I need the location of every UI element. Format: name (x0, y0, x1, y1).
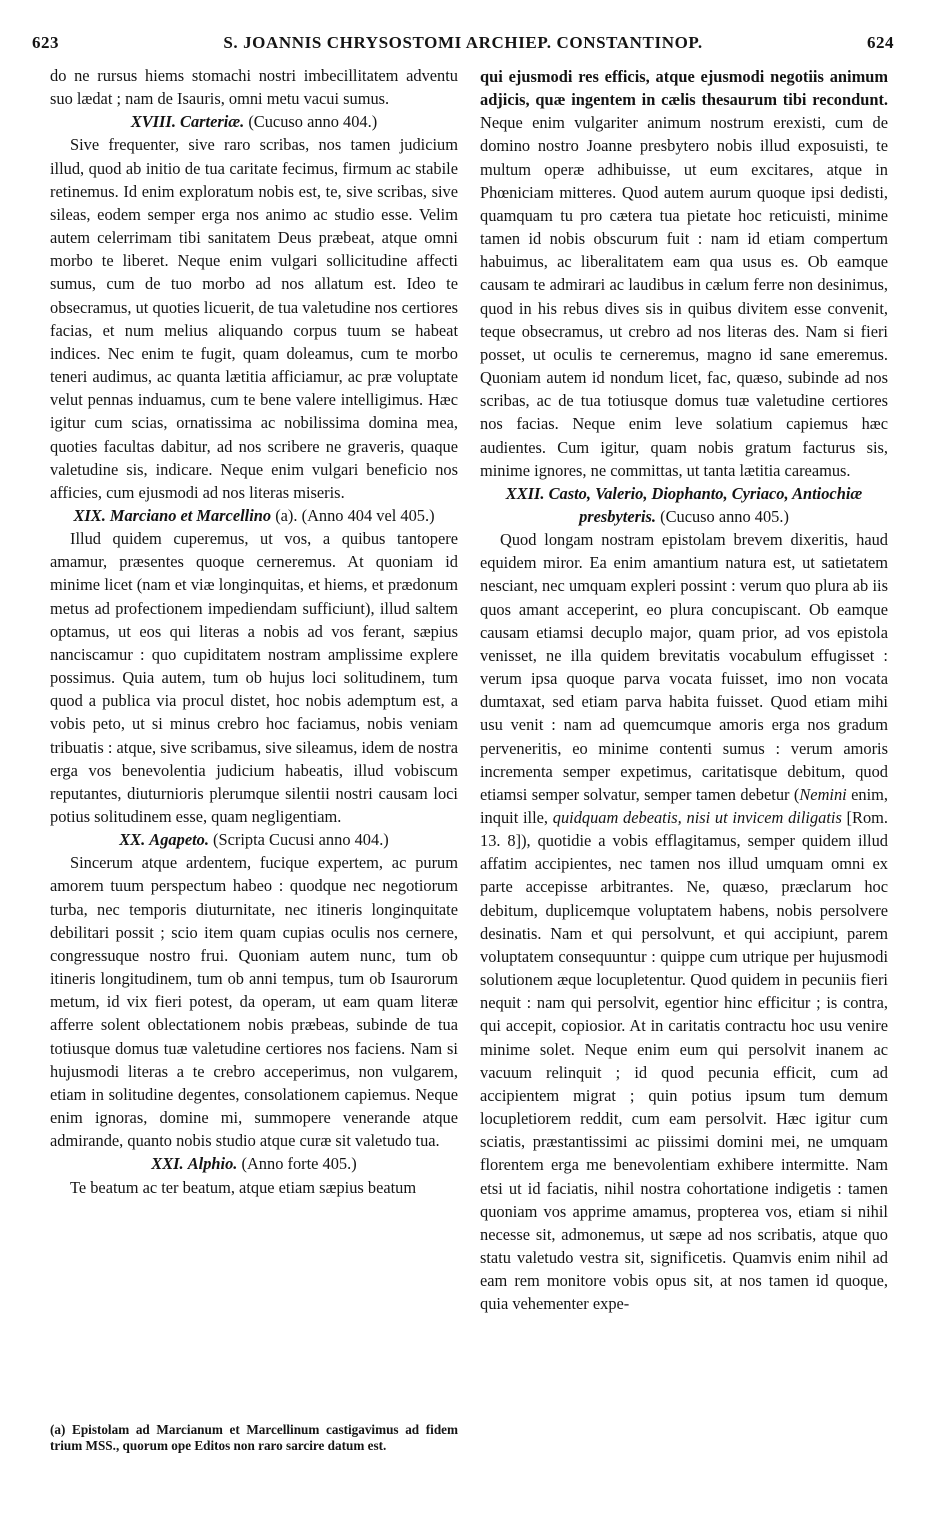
page-number-right: 624 (867, 33, 894, 52)
epistle-date-note: (Anno 404 vel 405.) (301, 505, 435, 525)
epistle-body-19: Illud quidem cuperemus, ut vos, a quibus tantopere amamur, præsentes quoque cerneremus. At quoniam id minime licet (nam et viæ longinquitas, et hiems, et prædonum metus ad profectionem impediendam sufficiunt), illud saltem optamus, ut eos qui literas a nobis ad vos ferant, sæpius nanciscamur : quo cupiditatem nostram amplissime explere possimus. Quia autem, tum ob hujus loci solitudinem, tum quod a publica via procul distet, hoc nobis ademptum est, a vobis peto, ut si minus crebro hoc faciamus, nobis veniam tribuatis : atque, sive scribamus, sive sileamus, idem de nostra erga vos benevolentia judicium habeatis, illud vobiscum reputantes, diuturnioris plerumque silentii nostri causam loci potius solitudinem esse, quam negligentiam. (50, 529, 458, 826)
epistle-heading-22 (480, 482, 888, 528)
running-header (32, 33, 894, 59)
epistle-heading-18 (50, 110, 458, 133)
epistle-heading-20 (50, 828, 458, 851)
scripture-reference: [Rom. 13. 8] (480, 808, 888, 851)
scripture-quote: quidquam debeatis, nisi ut invicem diligatis (552, 808, 842, 827)
epistle-recipient: Agapeto. (149, 830, 209, 850)
page-number-left: 623 (32, 33, 59, 52)
footnote-reference: (a). (275, 505, 298, 525)
left-column (50, 64, 458, 1199)
running-title: S. JOANNIS CHRYSOSTOMI ARCHIEP. CONSTANTINOP. (223, 33, 703, 52)
body-text: enim, inquit ille, (480, 784, 888, 827)
body-text: Quod longam nostram epistolam brevem dixeritis, haud equidem miror. Ea enim amantium natura est, ut satietatem nesciant, nec umquam expleri possint : verum quo plura ab iis quos amant acceperint, eo plura concupiscant. Ob eamque causam etiamsi decuplo major, quam prior, ad vos epistola venisset, ne illa quidem brevitatis vocabulum effugisset : verum ipsa quoque parva vocata fuisset, imo non vocata dumtaxat, sed etiam parva habita fuisset. Quod etiam mihi usu venit : nam ad quemcumque amoris erga nos gradum perveneritis, eo minime contenti sumus : verum amoris incrementa semper expetimus, caritatisque debitum, quod etiamsi semper solvatur, semper tamen debetur ( (480, 530, 888, 804)
epistle-number: XXI. (151, 1154, 184, 1174)
epistle-number: XVIII. (130, 112, 176, 132)
scripture-quote: Nemini (799, 784, 847, 804)
footnote-text: (a) Epistolam ad Marcianum et Marcellinum castigavimus ad fidem trium MSS., quorum ope Editos non raro sarcire datum est. (50, 1422, 458, 1453)
epistle-date-note: (Scripta Cucusi anno 404.) (213, 830, 389, 850)
epistle-date-note: (Cucuso anno 404.) (248, 112, 378, 132)
epistle-recipient: Carteriæ. (180, 112, 245, 132)
epistle-recipient: Casto, Valerio, Diophanto, Cyriaco, Antiochiæ presbyteris. (548, 483, 863, 526)
epistle-heading-21 (50, 1152, 458, 1175)
epistle-recipient: Alphio. (187, 1154, 238, 1174)
continuation-paragraph: do ne rursus hiems stomachi nostri imbecillitatem adventu suo lædat ; nam de Isauris, omni metu vacui sumus. (50, 66, 458, 109)
epistle-date-note: (Anno forte 405.) (241, 1154, 357, 1174)
body-text: ), quotidie a vobis efflagitamus, semper quidem illud affatim accipientes, nec tamen nos illud umquam omni ex parte accepisse arbitrantes. Ne, quæso, præclarum hoc debitum, duplicemque voluptatem habens, nobis persolvere desinatis. Nam et qui persolvunt, et qui accipiunt, parem voluptatem consequuntur : quippe cum utrique per hujusmodi solutionem æque locupletentur. Quod quidem in pecuniis fieri nequit : nam qui persolvit, egentior hinc efficitur ; is contra, qui accepit, copiosior. At in caritatis contractu hoc usu venire minime solet. Neque enim eum qui persolvit inanem ac vacuum relinquit ; id quod pecunia efficit, cum ad accipientem migrat ; quin potius ipsum tum demum locupletiorem reddit, cum eam persolvit. Hæc igitur cum sciatis, præstantissimi ac piissimi domini mei, ne umquam florentem erga me benevolentiam exhibere intermitte. Nam etsi ut id faciatis, nihil nostra cohortatione indigetis : tamen quoniam vos apprime amamus, propterea vos, etiam si nihil necesse sit, admonemus, ut sæpe ad nos scribatis, atque quo statu valetudo vestra sit, significetis. Quamvis enim nihil ad eam rem monitore vobis opus sit, at nos tamen id quoque, quia vehementer expe- (480, 831, 888, 1314)
continuation-bold-text: qui ejusmodi res efficis, atque ejusmodi negotiis animum adjicis, quæ ingentem in cælis thesaurum tibi recondunt. (480, 67, 888, 110)
footnote (50, 1422, 458, 1454)
epistle-number: XIX. (73, 505, 106, 525)
right-column (480, 65, 888, 1315)
epistle-date-note: (Cucuso anno 405.) (660, 506, 789, 526)
epistle-heading-19 (50, 504, 458, 527)
epistle-number: XX. (119, 830, 146, 850)
epistle-body-18: Sive frequenter, sive raro scribas, nos tamen judicium illud, quod ab initio de tua caritate fecimus, firmum ac stabile retinemus. Id enim exploratum nobis est, te, sive scribas, sive sileas, eodem semper erga nos animo ac studio esse. Velim autem celerrimam tibi sanitatem Deus præbeat, atque omni morbo te liberet. Neque enim vulgari sollicitudine affecti sumus, cum de tuo morbo ad nos allatum est. Ideo te obsecramus, ut quoties licuerit, de tua valetudine nos certiores facias, et num melius aliquando corpus tuum se habeat indices. Nec enim te fugit, quam doleamus, cum te morbo teneri audimus, ac quanta lætitia afficiamur, ac præ voluptate velut pennas induamus, cum te bene valere intelligimus. Hæc igitur cum scias, ornatissima ac nobilissima domina mea, quoties facultas dabitur, ad nos scribere ne graveris, quaque valetudine sis, indicare. Neque enim vulgari beneficio nos afficies, cum ejusmodi ad nos literas miseris. (50, 135, 458, 502)
epistle-body-22 (480, 528, 888, 1315)
epistle-recipient: Marciano et Marcellino (109, 505, 272, 525)
continuation-paragraph (480, 65, 888, 482)
epistle-number: XXII. (505, 483, 545, 503)
epistle-body-21: Te beatum ac ter beatum, atque etiam sæpius beatum (70, 1177, 417, 1197)
continuation-text: Neque enim vulgariter animum nostrum erexisti, cum de domino nostro Joanne presbytero nobis illud exposuisti, te multum operæ adhibuisse, ut eum excitares, atque in Phœniciam mitteres. Quod autem aurum quoque ipsi dedisti, quamquam tu pro cætera tua pietate hoc reticuisti, minime tamen id nobis obscurum fuit : nam id etiam compertum habuimus, ac liberalitatem eam qua usus es. Ob eamque causam te admirari ac laudibus in cælum ferre non desinimus, quod in his rebus dives sis in quibus divitem esse convenit, teque obsecramus, ut crebro ad nos literas des. Nam si fieri posset, ut oculis te cerneremus, magno id sane emeremus. Quoniam autem id nondum licet, fac, quæso, subinde ad nos scribas, ac de tua totiusque domus tuæ valetudine certiores nos facias. Neque enim leve solatium capiemus hæc audientes. Cum igitur, quam nobis gratum facturus sis, minime ignores, ne committas, ut tanta lætitia careamus. (480, 113, 888, 480)
epistle-body-20: Sincerum atque ardentem, fucique expertem, ac purum amorem tuum perspectum habeo : quodque nec negotiorum turba, nec temporis diuturnitate, nec itineris longinquitate debilitari possit ; scio item quam cupias oculis nos cernere, congressuque nostro frui. Quoniam autem nunc, tum ob itineris longitudinem, tum ob anni tempus, tum ob Isaurorum metum, id vix fieri potest, da operam, ut eam quam literæ afferre solent oblectationem nobis præbeas, subinde de tua totiusque domus tuæ valetudine certiores nos faciens. Nam si hujusmodi literas a te crebro acceperimus, non vulgarem, etiam in solitudine degentes, consolationem capiemus. Neque enim ignoras, domine mi, summopere venerande atque admirande, quanto nobis studio atque curæ sit valetudo tua. (50, 853, 458, 1151)
